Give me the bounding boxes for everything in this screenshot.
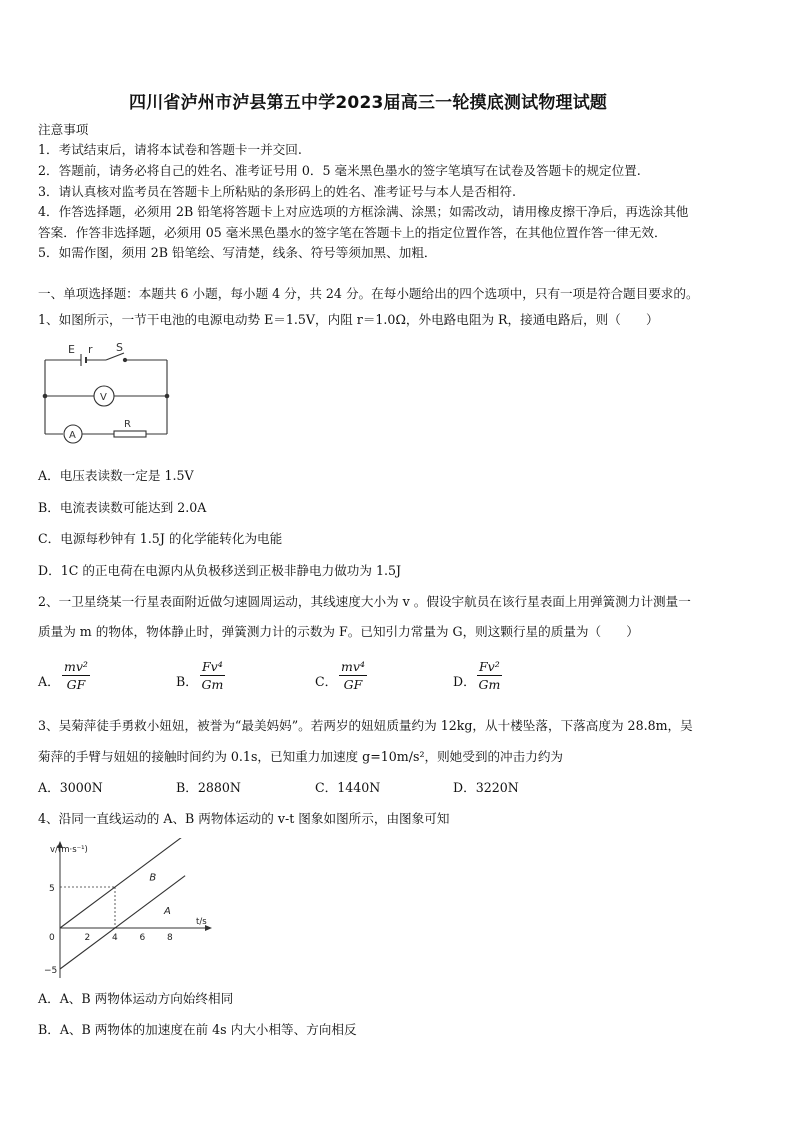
question-3-stem: 3、吴菊萍徒手勇救小妞妞，被誉为“最美妈妈”。若两岁的妞妞质量约为 12kg，从十楼坠落，下落高度为 28.8m，吴: [38, 718, 693, 733]
question-2-option-b-label: B．: [176, 674, 198, 689]
question-3-option-b: B．2880N: [176, 780, 241, 795]
notice-item: 4．作答选择题，必须用 2B 铅笔将答题卡上对应选项的方框涂满、涂黑；如需改动，请用橡皮擦干净后，再选涂其他: [38, 204, 689, 219]
voltmeter-label: V: [100, 392, 107, 403]
x-tick-label: 6: [139, 933, 146, 943]
x-tick-label: 8: [167, 933, 173, 943]
question-2-option-d-formula: [477, 659, 502, 692]
series-label-a: A: [164, 905, 171, 917]
question-2-stem: 2、一卫星绕某一行星表面附近做匀速圆周运动，其线速度大小为 v 。假设宇航员在该行星表面上用弹簧测力计测量一: [38, 594, 691, 609]
fraction-numerator: Fv⁴: [202, 659, 223, 674]
question-3-option-a: A．3000N: [38, 780, 103, 795]
notice-item: 1．考试结束后，请将本试卷和答题卡一并交回.: [38, 142, 302, 157]
question-4-stem: 4、沿同一直线运动的 A、B 两物体运动的 v-t 图象如图所示，由图象可知: [38, 811, 450, 826]
fraction-denominator: Gm: [201, 677, 224, 692]
question-3-option-c: C．1440N: [315, 780, 381, 795]
vt-graph: [36, 838, 236, 978]
notice-item: 3．请认真核对监考员在答题卡上所粘贴的条形码上的姓名、准考证号与本人是否相符.: [38, 184, 516, 199]
y-tick-label: 5: [49, 884, 55, 894]
y-tick-label: 0: [49, 933, 55, 943]
notice-item: 2．答题前，请务必将自己的姓名、准考证号用 0．5 毫米黑色墨水的签字笔填写在试卷及答题卡的规定位置.: [38, 163, 641, 178]
question-2-option-c-label: C．: [315, 674, 338, 689]
section-heading: 一、单项选择题：本题共 6 小题，每小题 4 分，共 24 分。在每小题给出的四个选项中，只有一项是符合题目要求的。: [38, 286, 699, 301]
x-tick-label: 2: [84, 933, 91, 943]
question-2-option-c-formula: [339, 659, 367, 692]
fraction-denominator: Gm: [478, 677, 501, 692]
question-2-option-d-label: D．: [453, 674, 476, 689]
notice-heading: 注意事项: [38, 122, 89, 137]
question-1-stem: 1、如图所示，一节干电池的电源电动势 E＝1.5V，内阻 r＝1.0Ω，外电路电阻为 R，接通电路后，则（ ）: [38, 312, 659, 327]
question-4-option-a: A．A、B 两物体运动方向始终相同: [38, 991, 234, 1006]
ammeter-label: A: [69, 430, 76, 441]
question-2-stem-cont: 质量为 m 的物体，物体静止时，弹簧测力计的示数为 F。已知引力常量为 G，则这颗行星的质量为（ ）: [38, 624, 639, 639]
question-1-option-a: A．电压表读数一定是 1.5V: [38, 468, 194, 483]
fraction-numerator: mv²: [64, 659, 88, 674]
question-4-option-b: B．A、B 两物体的加速度在前 4s 内大小相等、方向相反: [38, 1022, 357, 1037]
page-title: 四川省泸州市泸县第五中学2023届高三一轮摸底测试物理试题: [129, 93, 608, 113]
question-1-option-c: C．电源每秒钟有 1.5J 的化学能转化为电能: [38, 531, 283, 546]
circuit-diagram: [36, 340, 176, 444]
question-3-stem-cont: 菊萍的手臂与妞妞的接触时间约为 0.1s，已知重力加速度 g=10m/s²，则她受到的冲击力约为: [38, 749, 564, 764]
series-label-b: B: [149, 872, 157, 884]
question-2-option-a-formula: [62, 659, 90, 692]
question-2-option-b-formula: [200, 659, 225, 692]
y-axis-label: v/(m·s⁻¹): [50, 845, 88, 855]
notice-item: 答案．作答非选择题，必须用 05 毫米黑色墨水的签字笔在答题卡上的指定位置作答，在其他位置作答一律无效．: [38, 225, 667, 240]
question-1-option-d: D．1C 的正电荷在电源内从负极移送到正极非静电力做功为 1.5J: [38, 563, 402, 578]
notice-item: 5．如需作图，须用 2B 铅笔绘、写清楚，线条、符号等须加黑、加粗．: [38, 245, 437, 260]
resistor-label: R: [124, 419, 131, 430]
circuit-label-r: r: [88, 343, 93, 356]
question-2-option-a-label: A．: [38, 674, 60, 689]
x-tick-label: 4: [112, 933, 118, 943]
circuit-label-s: S: [116, 341, 123, 354]
x-axis-label: t/s: [196, 917, 207, 927]
question-1-option-b: B．电流表读数可能达到 2.0A: [38, 500, 207, 515]
series-line-a: [60, 876, 185, 969]
fraction-denominator: GF: [66, 677, 86, 692]
circuit-label-e: E: [68, 343, 75, 356]
fraction-numerator: Fv²: [479, 659, 500, 674]
y-tick-label: −5: [44, 966, 58, 976]
question-3-option-d: D．3220N: [453, 780, 519, 795]
fraction-denominator: GF: [343, 677, 363, 692]
fraction-numerator: mv⁴: [341, 659, 365, 674]
